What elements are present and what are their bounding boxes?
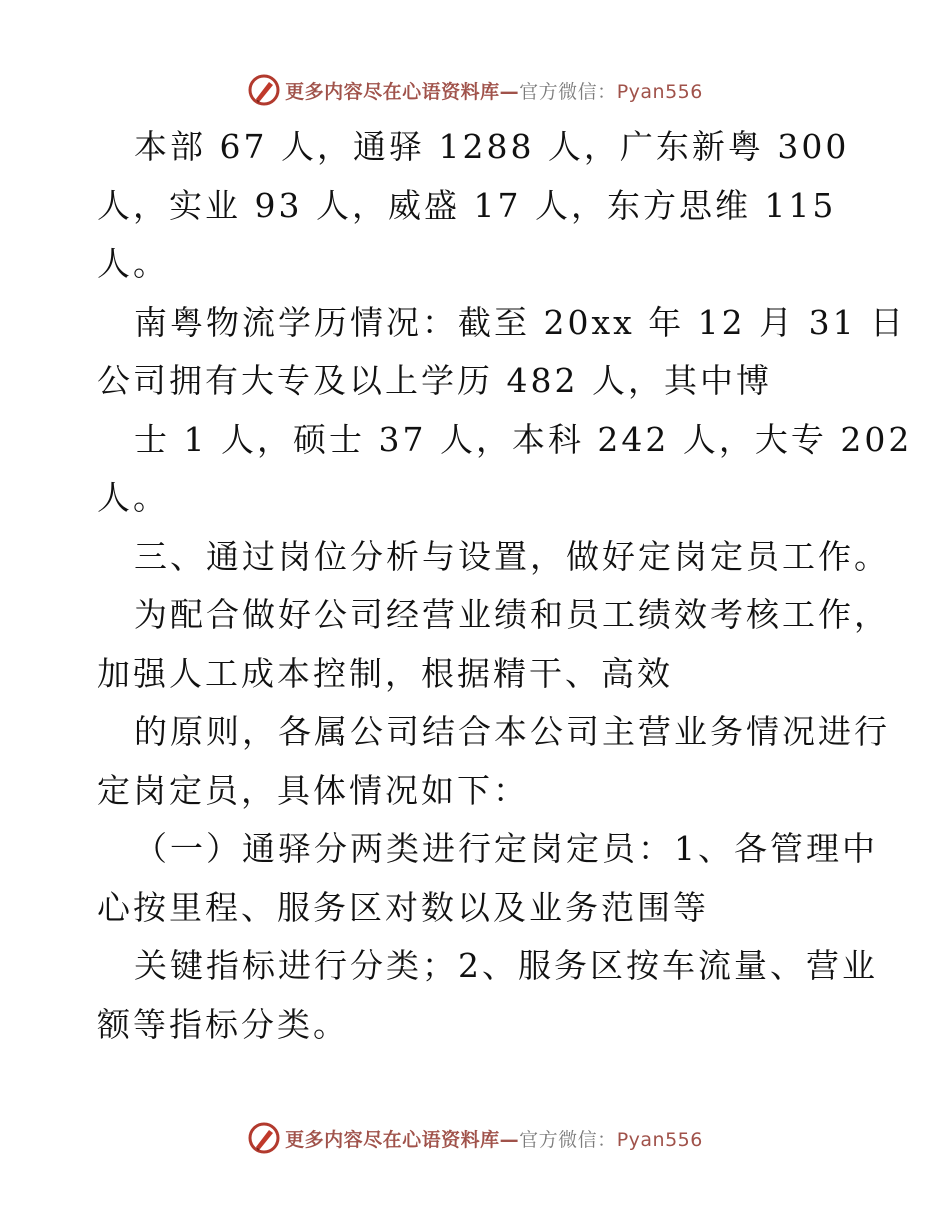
text-line: 为配合做好公司经营业绩和员工绩效考核工作， (134, 595, 890, 634)
document-body (97, 118, 913, 1054)
text-line: 人。 (97, 478, 169, 517)
watermark-id: Pyan556 (616, 80, 703, 103)
watermark-sub: 官方微信： (519, 1128, 617, 1151)
text-line: 人，实业 93 人，威盛 17 人，东方思维 115 (97, 185, 837, 225)
watermark-main: 更多内容尽在心语资料库 (285, 1128, 500, 1151)
text-line: 三、通过岗位分析与设置，做好定岗定员工作。 (134, 536, 890, 576)
watermark-text (285, 1125, 703, 1152)
text-line: 南粤物流学历情况：截至 20xx 年 12 月 31 日 (134, 302, 907, 342)
text-line: 关键指标进行分类；2、服务区按车流量、营业 (134, 946, 878, 985)
watermark-dash: — (499, 80, 520, 103)
pen-logo-icon (247, 1121, 281, 1155)
watermark-sub: 官方微信： (519, 80, 617, 103)
text-line: 加强人工成本控制，根据精干、高效 (97, 653, 673, 693)
watermark-dash: — (499, 1128, 520, 1151)
text-line: 士 1 人，硕士 37 人，本科 242 人，大专 202 (134, 419, 913, 459)
watermark-text (285, 77, 703, 104)
watermark-id: Pyan556 (616, 1128, 703, 1151)
text-line: 定岗定员，具体情况如下： (97, 770, 529, 810)
watermark-main: 更多内容尽在心语资料库 (285, 80, 500, 103)
watermark-footer (0, 1118, 950, 1158)
text-line: 心按里程、服务区对数以及业务范围等 (97, 887, 709, 927)
text-line: 公司拥有大专及以上学历 482 人，其中博 (97, 361, 772, 400)
text-line: 额等指标分类。 (97, 1004, 349, 1044)
text-line: 人。 (97, 244, 169, 283)
text-line: 的原则，各属公司结合本公司主营业务情况进行 (134, 712, 890, 751)
pen-logo-icon (247, 73, 281, 107)
text-line: 本部 67 人，通驿 1288 人，广东新粤 300 (134, 127, 850, 166)
watermark-header (0, 70, 950, 110)
text-line: （一）通驿分两类进行定岗定员：1、各管理中 (134, 829, 878, 868)
